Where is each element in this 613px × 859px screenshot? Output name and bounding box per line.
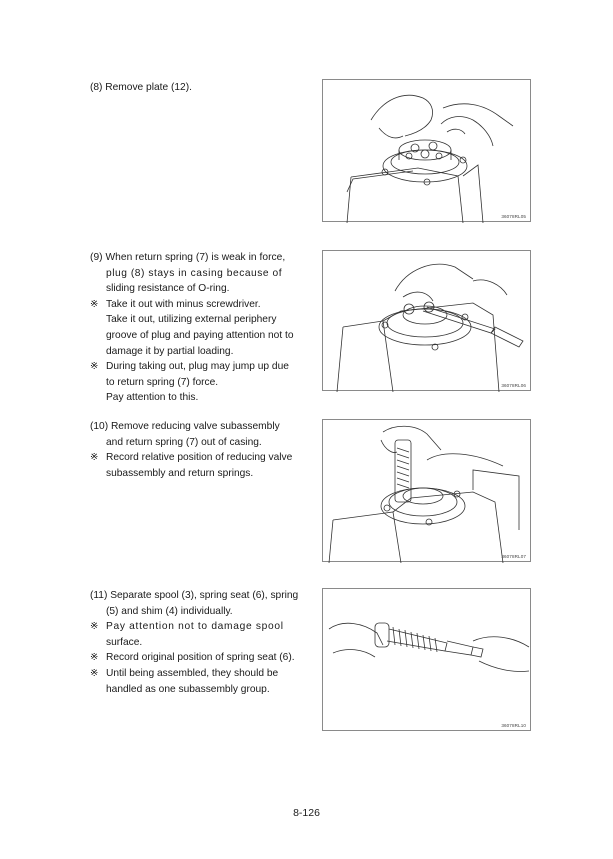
step-text: sliding resistance of O-ring.	[106, 283, 230, 295]
caution-note	[90, 650, 296, 666]
note-text: to return spring (7) force.	[106, 376, 219, 388]
illustration-spool	[323, 589, 532, 732]
step-9	[90, 250, 296, 406]
caution-note	[90, 450, 296, 481]
note-mark: ※	[90, 361, 99, 373]
note-mark: ※	[90, 621, 99, 633]
figure-caption: 36078RL10	[501, 723, 526, 728]
caution-note	[90, 297, 296, 359]
step-text: (11) Separate spool (3), spring seat (6), spring	[90, 590, 299, 601]
note-mark: ※	[90, 667, 99, 679]
note-text: Pay attention to this.	[106, 392, 199, 404]
figure-caption: 36078RL05	[501, 214, 526, 219]
figure-reducing-valve	[322, 419, 531, 562]
step-text: (9) When return spring (7) is weak in force,	[90, 252, 286, 263]
step-text: plug (8) stays in casing because of	[106, 267, 283, 279]
step-11	[90, 588, 299, 697]
figure-caption: 36078RL06	[501, 383, 526, 388]
note-text: Record relative position of reducing valve	[106, 452, 293, 464]
note-text: subassembly and return springs.	[106, 467, 254, 479]
note-text: Take it out with minus screwdriver.	[106, 298, 261, 310]
step-10	[90, 419, 296, 481]
step-text: (10) Remove reducing valve subassembly	[90, 421, 280, 432]
caution-note	[90, 359, 296, 406]
figure-screwdriver	[322, 250, 531, 391]
illustration-reducing-valve	[323, 420, 532, 563]
page-number: 8-126	[293, 807, 320, 819]
step-text: (5) and shim (4) individually.	[106, 605, 233, 617]
note-text: groove of plug and paying attention not to	[106, 329, 294, 341]
step-text: and return spring (7) out of casing.	[106, 436, 262, 448]
note-text: handled as one subassembly group.	[106, 683, 270, 695]
note-text: Pay attention not to damage spool	[106, 621, 284, 633]
note-mark: ※	[90, 452, 99, 464]
step-text: (8) Remove plate (12).	[90, 82, 192, 93]
caution-note	[90, 666, 296, 697]
note-text: Record original position of spring seat (6).	[106, 652, 295, 664]
figure-spool	[322, 588, 531, 731]
note-mark: ※	[90, 298, 99, 310]
figure-remove-plate	[322, 79, 531, 222]
illustration-screwdriver	[323, 251, 532, 392]
note-text: During taking out, plug may jump up due	[106, 361, 289, 373]
note-text: Take it out, utilizing external periphery	[106, 314, 277, 326]
note-text: Until being assembled, they should be	[106, 667, 279, 679]
step-8	[90, 80, 296, 96]
note-text: surface.	[106, 636, 143, 648]
illustration-remove-plate	[323, 80, 532, 223]
note-mark: ※	[90, 652, 99, 664]
note-text: damage it by partial loading.	[106, 345, 234, 357]
caution-note	[90, 619, 296, 650]
figure-caption: 36078RL07	[501, 554, 526, 559]
